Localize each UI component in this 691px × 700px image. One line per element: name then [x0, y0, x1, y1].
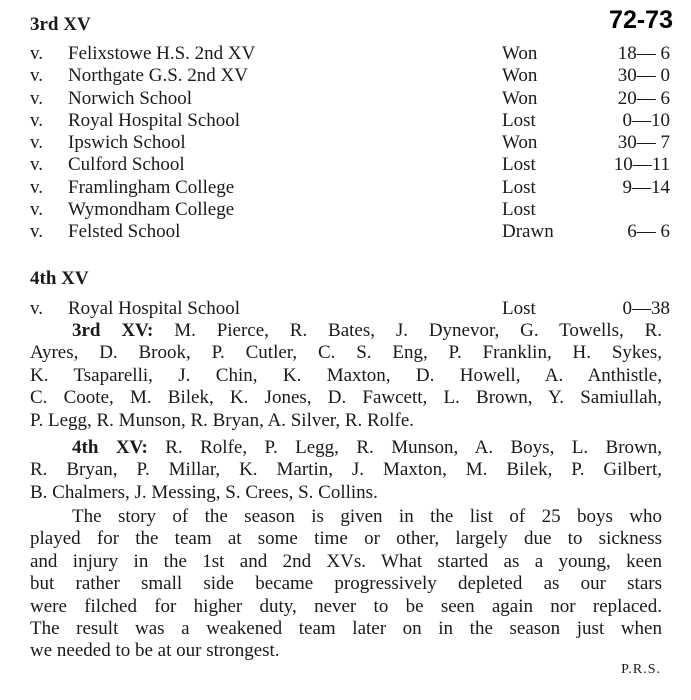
fixture-result: Drawn — [502, 221, 554, 243]
fourth-xv-fixture-list — [30, 298, 670, 320]
fixture-result: Lost — [502, 109, 536, 131]
fixture-score: 0—10 — [622, 109, 670, 131]
fixture-row — [30, 177, 670, 199]
story-line: played for the team at some time or other, largely due to sickness — [30, 528, 662, 550]
fixture-row — [30, 110, 670, 132]
story-line: were filched for higher duty, never to be seen again nor replaced. — [30, 595, 662, 617]
fixture-versus: v. — [30, 199, 44, 221]
fixture-result: Lost — [502, 176, 536, 198]
fixture-opponent: Felixstowe H.S. 2nd XV — [68, 43, 256, 64]
story-line: The result was a weakened team later on in the season just when — [30, 618, 662, 640]
squad-line: C. Coote, M. Bilek, K. Jones, D. Fawcett, L. Brown, Y. Samiullah, — [30, 387, 662, 409]
fixture-row — [30, 88, 670, 110]
fixture-score: 20— 6 — [617, 87, 670, 109]
third-xv-title: 3rd XV — [30, 14, 91, 35]
fixture-versus: v. — [30, 65, 44, 87]
fixture-versus: v. — [30, 109, 44, 131]
author-signature: P.R.S. — [621, 662, 661, 677]
fixture-row — [30, 221, 670, 243]
squad-label: 4th XV: — [72, 437, 148, 458]
fourth-xv-title: 4th XV — [30, 268, 89, 289]
fixture-versus: v. — [30, 298, 44, 319]
fixture-score: 30— 0 — [617, 65, 670, 87]
squad-line — [30, 320, 662, 342]
fixture-score: 10—11 — [613, 154, 670, 176]
squad-names: R. Rolfe, P. Legg, R. Munson, A. Boys, L. Brown, — [165, 437, 663, 458]
fixture-result: Lost — [502, 199, 536, 221]
squad-line: B. Chalmers, J. Messing, S. Crees, S. Collins. — [30, 481, 378, 503]
fixture-opponent: Northgate G.S. 2nd XV — [68, 65, 248, 87]
fixture-opponent: Royal Hospital School — [68, 109, 241, 131]
fixture-score: 0—38 — [622, 298, 670, 319]
fixture-opponent: Norwich School — [68, 87, 193, 109]
fixture-versus: v. — [30, 154, 44, 176]
fixture-result: Won — [502, 87, 538, 109]
fixture-row — [30, 199, 670, 221]
squad-line — [30, 437, 662, 459]
fixture-versus: v. — [30, 43, 44, 64]
fixture-result: Won — [502, 43, 538, 64]
fourth-xv-squad — [30, 437, 662, 504]
story-line: and injury in the 1st and 2nd XVs. What started as a young, keen — [30, 550, 662, 572]
fixture-versus: v. — [30, 132, 44, 154]
fixture-score: 6— 6 — [627, 221, 670, 243]
fixture-score: 18— 6 — [617, 43, 670, 64]
story-line: but rather small side became progressively depleted as our stars — [30, 573, 662, 595]
fixture-score: 9—14 — [622, 176, 670, 198]
fixture-versus: v. — [30, 87, 44, 109]
fixture-row — [30, 154, 670, 176]
fixture-result: Lost — [502, 298, 536, 319]
season-story — [30, 506, 662, 663]
fixture-row — [30, 43, 670, 65]
squad-line: P. Legg, R. Munson, R. Bryan, A. Silver, R. Rolfe. — [30, 409, 414, 431]
fixture-versus: v. — [30, 176, 44, 198]
squad-label: 3rd XV: — [72, 320, 154, 341]
squad-line: Ayres, D. Brook, P. Cutler, C. S. Eng, P. Franklin, H. Sykes, — [30, 342, 662, 364]
fixture-result: Won — [502, 132, 538, 154]
fixture-opponent: Wymondham College — [68, 199, 235, 221]
fixture-opponent: Royal Hospital School — [68, 298, 241, 319]
fixture-versus: v. — [30, 221, 44, 243]
story-line: The story of the season is given in the list of 25 boys who — [72, 506, 662, 527]
fixture-score: 30— 7 — [617, 132, 670, 154]
fixture-opponent: Framlingham College — [68, 176, 235, 198]
story-line: we needed to be at our strongest. — [30, 640, 280, 662]
fixture-opponent: Ipswich School — [68, 132, 186, 154]
fixture-opponent: Felsted School — [68, 221, 181, 243]
squad-line: R. Bryan, P. Millar, K. Martin, J. Maxton, M. Bilek, P. Gilbert, — [30, 459, 662, 481]
squad-names: M. Pierce, R. Bates, J. Dynevor, G. Towells, R. — [174, 320, 662, 341]
third-xv-squad — [30, 320, 662, 432]
fixture-result: Lost — [502, 154, 536, 176]
fixture-row — [30, 65, 670, 87]
squad-line: K. Tsaparelli, J. Chin, K. Maxton, D. Howell, A. Anthistle, — [30, 364, 662, 386]
fixture-row — [30, 132, 670, 154]
third-xv-fixture-list — [30, 43, 670, 244]
year-tag: 72-73 — [609, 6, 673, 34]
fixture-opponent: Culford School — [68, 154, 185, 176]
fixture-row — [30, 298, 670, 320]
fixture-result: Won — [502, 65, 538, 87]
